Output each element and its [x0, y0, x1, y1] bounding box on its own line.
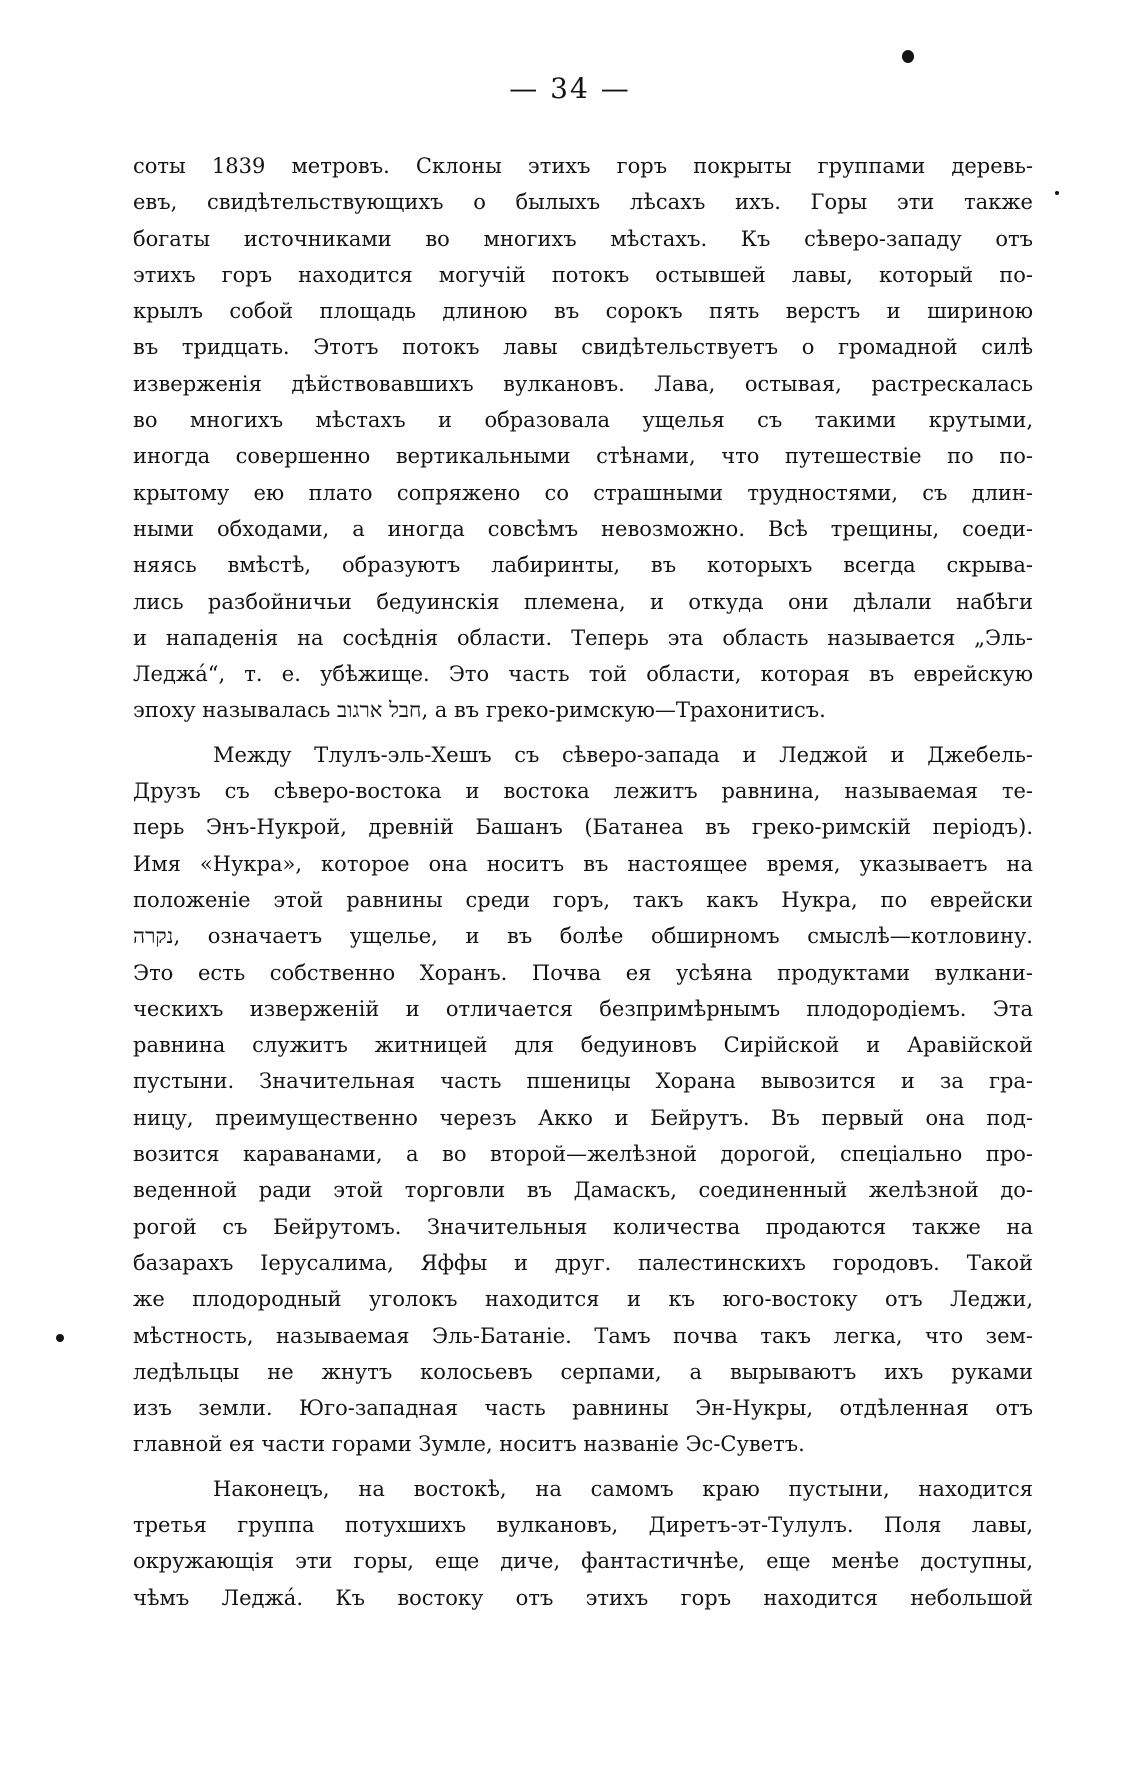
- text-line: ледѣльцы не жнутъ колосьевъ серпами, а вырываютъ ихъ руками: [133, 1359, 1033, 1384]
- text-line: Это есть собственно Хоранъ. Почва ея усѣяна продуктами вулкани-: [133, 960, 1033, 985]
- text-line: ческихъ изверженій и отличается безпримѣрнымъ плодородіемъ. Эта: [133, 996, 1033, 1021]
- text-line: въ тридцать. Этотъ потокъ лавы свидѣтельствуетъ о громадной силѣ: [133, 335, 1033, 360]
- paragraph-first-line: Между Тлулъ-эль-Хешъ съ сѣверо-запада и Леджой и Джебель-: [213, 742, 1033, 767]
- text-line: мѣстность, называемая Эль-Батаніе. Тамъ почва такъ легка, что зем-: [133, 1323, 1033, 1348]
- text-line: соты 1839 метровъ. Склоны этихъ горъ покрыты группами деревь-: [133, 154, 1033, 178]
- text-line: возится караванами, а во второй—желѣзной дорогой, спеціально про-: [133, 1142, 1033, 1167]
- text-line: эпоху называлась חבל ארגוב, а въ греко-римскую—Трахонитисъ.: [133, 698, 826, 723]
- paragraph-first-line: Наконецъ, на востокѣ, на самомъ краю пустыни, находится: [213, 1476, 1033, 1501]
- text-line: главной ея части горами Зумле, носитъ названіе Эс-Суветъ.: [133, 1432, 805, 1457]
- text-line: во многихъ мѣстахъ и образовала ущелья съ такими крутыми,: [133, 408, 1033, 433]
- text-line: изъ земли. Юго-западная часть равнины Эн-Нукры, отдѣленная отъ: [133, 1396, 1033, 1421]
- body-text: [133, 148, 1033, 1616]
- text-line: няясь вмѣстѣ, образуютъ лабиринты, въ которыхъ всегда скрыва-: [133, 553, 1033, 578]
- text-line: богаты источниками во многихъ мѣстахъ. Къ сѣверо-западу отъ: [133, 226, 1033, 251]
- text-line: изверженія дѣйствовавшихъ вулкановъ. Лава, остывая, растрескалась: [133, 371, 1033, 396]
- text-line: Друзъ съ сѣверо-востока и востока лежитъ равнина, называемая те-: [133, 779, 1033, 804]
- text-line: базарахъ Іерусалима, Яффы и друг. палестинскихъ городовъ. Такой: [133, 1250, 1033, 1275]
- text-line: Леджа́“, т. е. убѣжище. Это часть той области, которая въ еврейскую: [133, 662, 1033, 687]
- ink-speck: [1055, 191, 1059, 195]
- text-line: נקרה, означаетъ ущелье, и въ болѣе обширномъ смыслѣ—котловину.: [133, 924, 1033, 949]
- text-line: иногда совершенно вертикальными стѣнами, что путешествіе по по-: [133, 444, 1033, 469]
- page-number: — 34 —: [509, 72, 631, 105]
- text-line: ницу, преимущественно черезъ Акко и Бейрутъ. Въ первый она под-: [133, 1105, 1033, 1130]
- text-line: крытому ею плато сопряжено со страшными трудностями, съ длин-: [133, 480, 1033, 505]
- text-line: и нападенія на сосѣднія области. Теперь эта область называется „Эль-: [133, 625, 1033, 650]
- text-line: веденной ради этой торговли въ Дамаскъ, соединенный желѣзной до-: [133, 1178, 1033, 1203]
- ink-speck: [56, 1334, 64, 1342]
- text-line: этихъ горъ находится могучій потокъ остывшей лавы, который по-: [133, 262, 1033, 287]
- text-line: Имя «Нукра», которое она носитъ въ настоящее время, указываетъ на: [133, 851, 1033, 876]
- text-line: чѣмъ Леджа́. Къ востоку отъ этихъ горъ находится небольшой: [133, 1585, 1033, 1610]
- text-line: крылъ собой площадь длиною въ сорокъ пять верстъ и шириною: [133, 299, 1033, 324]
- text-line: равнина служитъ житницей для бедуиновъ Сирійской и Аравійской: [133, 1033, 1033, 1058]
- text-line: лись разбойничьи бедуинскія племена, и откуда они дѣлали набѣги: [133, 589, 1033, 614]
- text-line: пустыни. Значительная часть пшеницы Хорана вывозится и за гра-: [133, 1069, 1033, 1094]
- text-line: третья группа потухшихъ вулкановъ, Диретъ-эт-Тулулъ. Поля лавы,: [133, 1512, 1033, 1537]
- text-line: ными обходами, а иногда совсѣмъ невозможно. Всѣ трещины, соеди-: [133, 516, 1033, 541]
- text-line: евъ, свидѣтельствующихъ о былыхъ лѣсахъ ихъ. Горы эти также: [133, 190, 1033, 215]
- text-line: окружающія эти горы, еще диче, фантастичнѣе, еще менѣе доступны,: [133, 1549, 1033, 1574]
- text-line: положеніе этой равнины среди горъ, такъ какъ Нукра, по еврейски: [133, 887, 1033, 912]
- ink-speck: [902, 50, 914, 63]
- text-line: же плодородный уголокъ находится и къ юго-востоку отъ Леджи,: [133, 1287, 1033, 1312]
- text-line: рогой съ Бейрутомъ. Значительныя количества продаются также на: [133, 1214, 1033, 1239]
- text-line: перь Энъ-Нукрой, древній Башанъ (Батанеа въ греко-римскій періодъ).: [133, 815, 1033, 840]
